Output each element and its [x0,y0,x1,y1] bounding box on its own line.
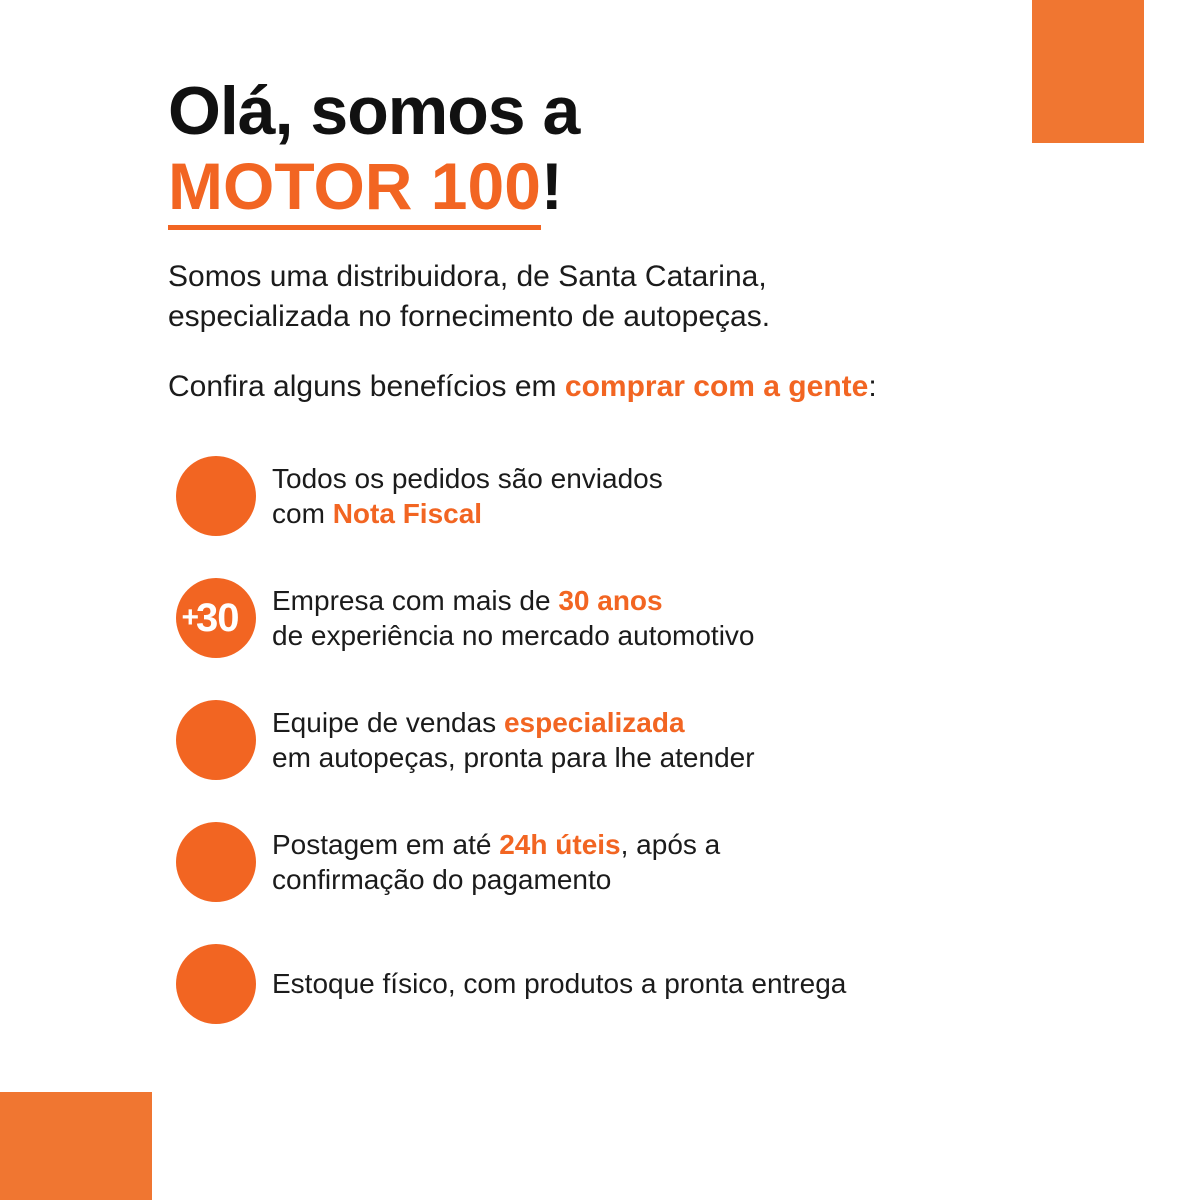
page-title-line1: Olá, somos a [168,73,580,149]
benefits-list [168,448,1108,1032]
list-item-line1-suffix: , após a [620,828,721,860]
page-title-line2 [168,148,1108,223]
benefits-lead-highlight: comprar com a gente [564,370,869,404]
intro-paragraph [168,257,1108,337]
list-item-text [272,583,755,655]
list-item-text [272,705,755,777]
receipt-icon [168,448,264,544]
icon-circle-background [176,456,256,536]
list-item-line1-highlight: especializada [503,706,685,738]
list-item-line2-prefix: com [272,498,333,530]
list-item [168,814,1108,910]
decorative-square-bottom-left [0,1092,152,1200]
benefits-lead-prefix: Confira alguns benefícios em [168,370,565,404]
list-item-line1: Estoque físico, com produtos a pronta entrega [272,968,847,1000]
plus-thirty-badge-icon [168,570,264,666]
list-item [168,692,1108,788]
list-item-line2-highlight: Nota Fiscal [332,498,483,530]
list-item [168,936,1108,1032]
list-item-text [272,461,663,533]
list-item-line1: Todos os pedidos são enviados [272,462,663,494]
list-item-line1 [272,705,755,741]
list-item-line2: em autopeças, pronta para lhe atender [272,742,755,774]
list-item-line1-prefix: Postagem em até [272,828,500,860]
benefits-lead-suffix: : [868,370,877,404]
icon-circle-background [176,944,256,1024]
list-item-line2 [272,496,663,532]
list-item [168,448,1108,544]
clipboard-check-icon [168,936,264,1032]
list-item-line1-highlight: 24h úteis [499,828,621,860]
list-item-text [272,966,846,1002]
box-stopwatch-icon [168,814,264,910]
list-item-line1-prefix: Equipe de vendas [272,706,504,738]
main-content [168,73,1108,1058]
list-item [168,570,1108,666]
list-item-line2: de experiência no mercado automotivo [272,620,755,652]
list-item-line2: confirmação do pagamento [272,864,612,896]
list-item-line1 [272,583,755,619]
brand-name: MOTOR 100 [168,149,541,230]
intro-line2: especializada no fornecimento de autopeças. [168,299,771,333]
list-item-line1 [272,827,720,863]
brand-exclamation: ! [540,148,563,223]
badge-plus-sign: + [181,601,199,635]
list-item-text [272,827,720,899]
intro-line1: Somos uma distribuidora, de Santa Catarina, [168,259,767,293]
benefits-lead-in [168,370,1108,404]
icon-circle-background [176,700,256,780]
headset-agent-icon [168,692,264,788]
plus-thirty-badge [176,578,256,658]
list-item-line1-highlight: 30 anos [558,584,663,616]
icon-circle-background [176,822,256,902]
list-item-line1-prefix: Empresa com mais de [272,584,559,616]
badge-number: 30 [196,595,239,640]
